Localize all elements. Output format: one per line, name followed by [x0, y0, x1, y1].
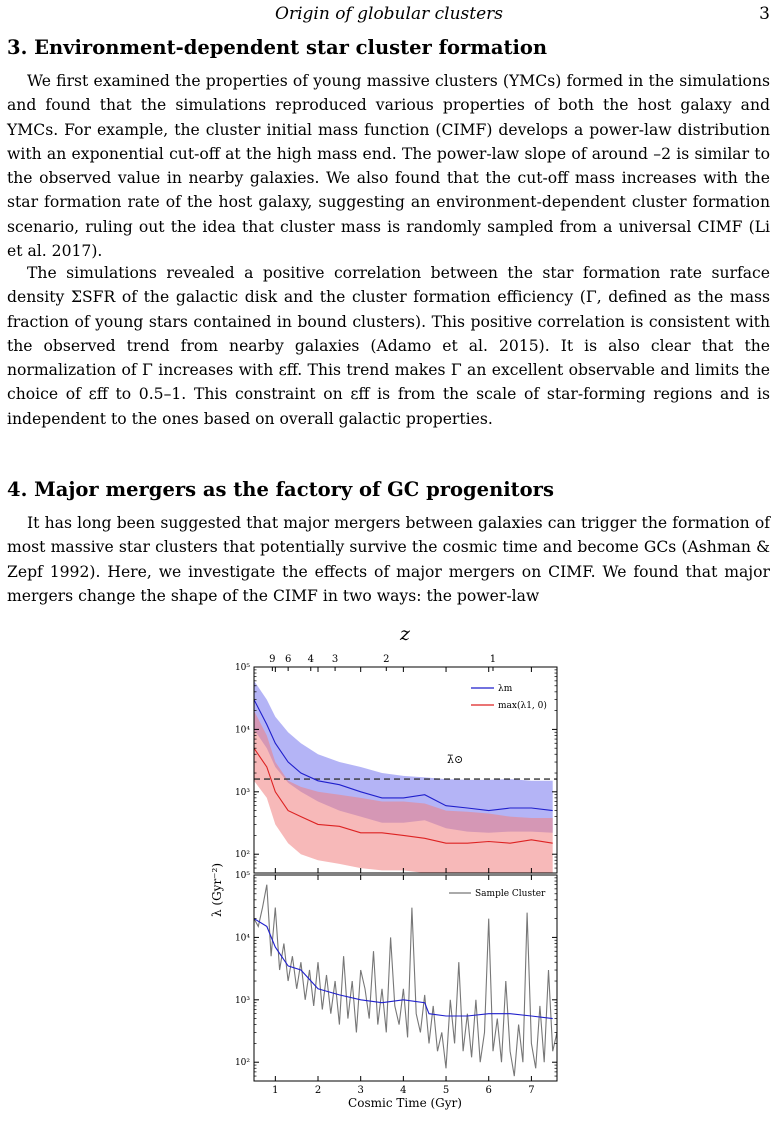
y-tick-label: 10⁵ — [234, 663, 250, 673]
y-tick-label: 10⁴ — [234, 933, 250, 944]
running-header — [0, 4, 778, 26]
section-4-heading: 4. Major mergers as the factory of GC progenitors — [7, 478, 554, 501]
bottom-panel-plot-area — [254, 885, 557, 1076]
legend-label-sample-cluster: Sample Cluster — [475, 889, 546, 899]
series-line-1-0 — [254, 885, 557, 1076]
z-tick-label: 9 — [269, 654, 276, 665]
legend-label-lambda-m: λm — [498, 684, 513, 694]
legend-label-max-lambda1: max(λ1, 0) — [498, 701, 547, 711]
figure-lambda-vs-time — [0, 600, 778, 1117]
y-tick-label: 10² — [234, 850, 250, 861]
series-line-1-1 — [254, 919, 553, 1019]
x-axis-label: Cosmic Time (Gyr) — [348, 1096, 462, 1110]
top-legend — [471, 684, 547, 711]
y-tick-label: 10⁴ — [234, 725, 250, 736]
y-tick-label: 10³ — [234, 787, 250, 798]
z-tick-label: 4 — [307, 654, 314, 665]
running-title: Origin of globular clusters — [275, 4, 503, 24]
panel-frame-1 — [254, 875, 557, 1081]
y-tick-label: 10⁵ — [234, 871, 250, 881]
section-3-heading: 3. Environment-dependent star cluster formation — [7, 36, 548, 59]
page-number: 3 — [759, 4, 770, 24]
x-tick-label: 5 — [442, 1085, 450, 1096]
section-3-paragraph-1: We first examined the properties of young massive clusters (YMCs) formed in the simulations and found that the simulations reproduced various properties of both the host galaxy and YMCs. For example, the cluster initial mass function (CIMF) develops a power-law distribution with an exponential cut-off at the high mass end. The power-law slope of around –2 is similar to the observed value in nearby galaxies. We also found that the cut-off mass increases with the star formation rate of the host galaxy, suggesting an environment-dependent cluster formation scenario, ruling out the idea that cluster mass is randomly sampled from a universal CIMF (Li et al. 2017). — [7, 72, 770, 261]
z-tick-label: 6 — [284, 654, 292, 665]
top-axis-label: z — [399, 623, 411, 645]
x-tick-label: 7 — [528, 1085, 535, 1096]
section-3-paragraph-2: The simulations revealed a positive correlation between the star formation rate surface density ΣSFR of the galactic disk and the cluster formation efficiency (Γ, defined as the mass fraction of young stars contained in bound clusters). This positive correlation is consistent with the observed trend from nearby galaxies (Adamo et al. 2015). It is also clear that the normalization of Γ increases with εff. This trend makes Γ an excellent observable and limits the choice of εff to 0.5–1. This constraint on εff is from the scale of star-forming regions and is independent to the ones based on overall galactic properties. — [7, 264, 770, 428]
y-tick-label: 10³ — [234, 995, 250, 1006]
bottom-legend — [449, 889, 546, 899]
z-tick-label: 1 — [489, 654, 497, 665]
x-tick-label: 1 — [272, 1085, 279, 1096]
z-tick-label: 3 — [331, 654, 339, 665]
section-4-paragraph-1: It has long been suggested that major mergers between galaxies can trigger the formation of most massive star clusters that potentially survive the cosmic time and become GCs (Ashman & Zepf 1992). Here, we investigate the effects of major mergers on CIMF. We found that major mergers change the shape of the CIMF in two ways: the power-law — [7, 514, 770, 605]
y-axis-label: λ (Gyr⁻²) — [210, 862, 224, 918]
x-tick-label: 6 — [485, 1085, 492, 1096]
x-tick-label: 4 — [400, 1085, 407, 1096]
x-tick-label: 3 — [357, 1085, 364, 1096]
y-tick-label: 10² — [234, 1058, 250, 1069]
reference-line-label: λ̄⊙ — [447, 753, 464, 766]
figure-svg — [0, 600, 778, 1117]
x-tick-label: 2 — [314, 1085, 322, 1096]
z-tick-label: 2 — [383, 654, 390, 665]
